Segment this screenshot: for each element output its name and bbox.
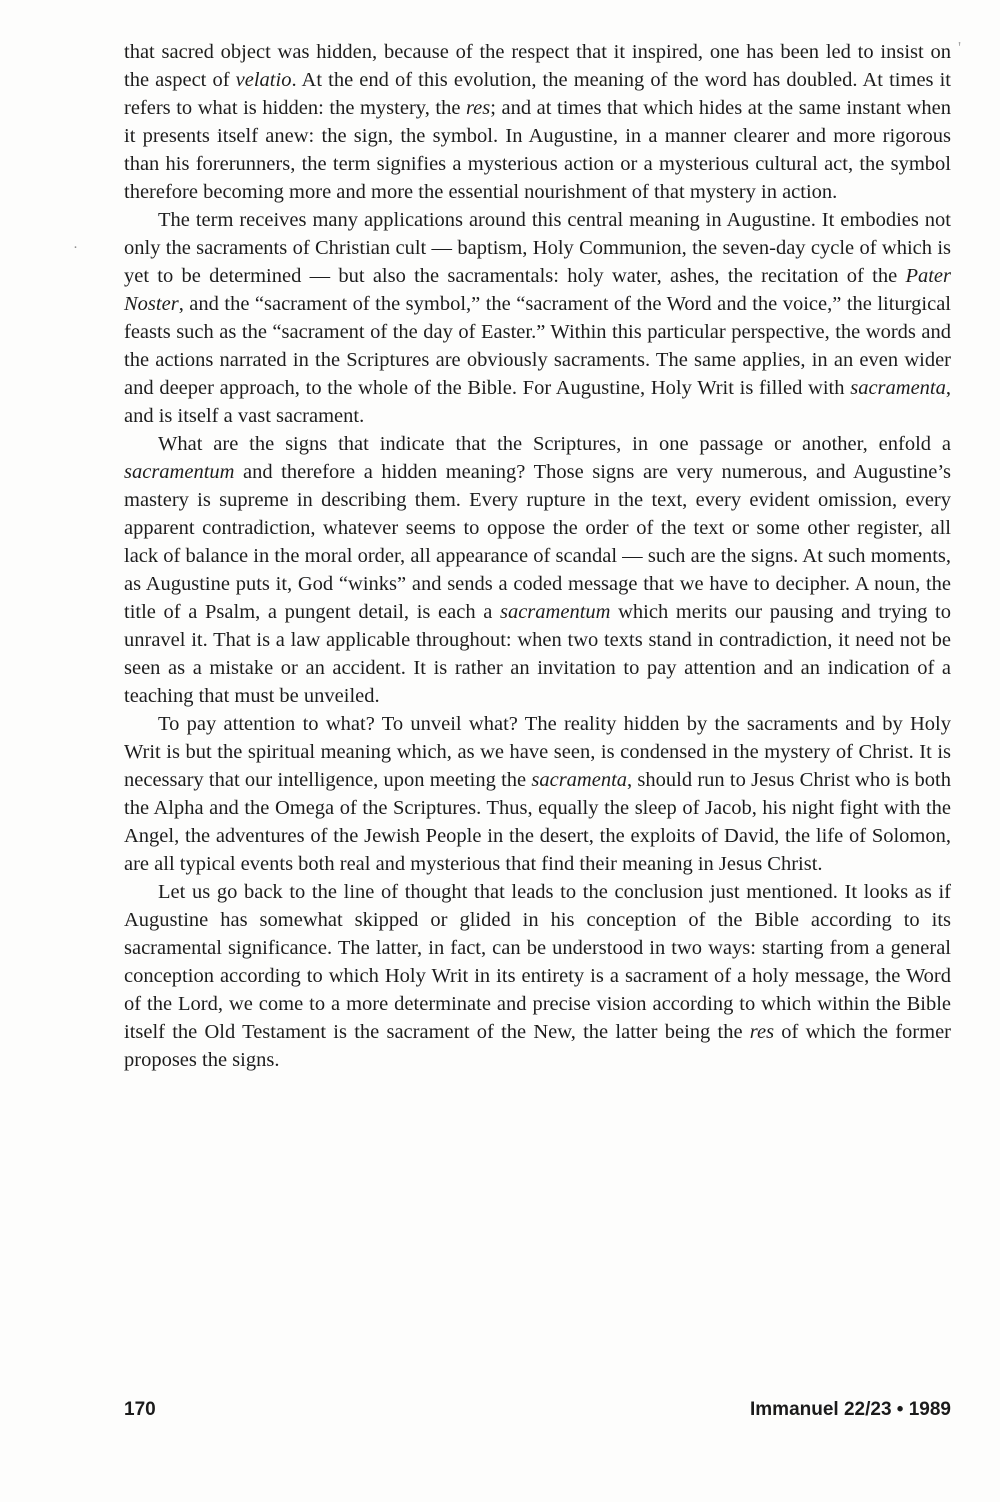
text-run: Let us go back to the line of thought that leads to the conclusion just mentioned. It looks as if Augustine has somewhat skipped or glided in his conception of the Bible according to its sacramental significance. The latter, in fact, can be understood in two ways: starting from a general conception according to which Holy Writ in its entirety is a sacrament of a holy message, the Word of the Lord, we come to a more determinate and precise vision according to which within the Bible itself the Old Testament is the sacrament of the New, the latter being the	[124, 881, 951, 1043]
italic-text-run: sacramenta	[531, 769, 628, 791]
text-run: . At the end of this evolution, the meaning of the word has doubled. At times it refers to what is hidden: the mystery, the	[124, 69, 952, 119]
italic-text-run: sacramentum	[499, 601, 611, 623]
italic-text-run: Pater Noster	[124, 265, 951, 315]
text-run: , and the “sacrament of the symbol,” the “sacrament of the Word and the voice,” the liturgical feasts such as the “sacrament of the day of Easter.” Within this particular perspective, the words and the actions narrated in the Scriptures are obviously sacraments. The same applies, in an even wider and deeper approach, to the whole of the Bible. For Augustine, Holy Writ is filled with	[124, 293, 951, 399]
paragraph	[124, 878, 951, 1074]
paragraph	[124, 430, 951, 710]
paragraph	[124, 38, 951, 206]
text-run: and therefore a hidden meaning? Those signs are very numerous, and Augustine’s mastery is supreme in describing them. Every rupture in the text, every evident omission, every apparent contradiction, whatever seems to oppose the order of the text or some other register, all lack of balance in the moral order, all appearance of scandal — such are the signs. At such moments, as Augustine puts it, God “winks” and sends a coded message that we have to decipher. A noun, the title of a Psalm, a pungent detail, is each a	[124, 461, 951, 623]
journal-citation: Immanuel 22/23 • 1989	[750, 1399, 951, 1420]
text-run: To pay attention to what? To unveil what? The reality hidden by the sacraments and by Holy Writ is but the spiritual meaning which, as we have seen, is condensed in the mystery of Christ. It is necessary that our intelligence, upon meeting the	[124, 713, 951, 791]
article-text-block	[124, 38, 951, 1074]
text-run: ; and at times that which hides at the same instant when it presents itself anew: the sign, the symbol. In Augustine, in a manner clearer and more rigorous than his forerunners, the term signifies a mysterious action or a mysterious cultural act, the symbol therefore becoming more and more the essential nourishment of that mystery in action.	[124, 97, 951, 203]
text-run: of which the former proposes the signs.	[124, 1021, 951, 1071]
text-run: , and is itself a vast sacrament.	[124, 377, 951, 427]
paragraph	[124, 710, 951, 878]
text-run: that sacred object was hidden, because of the respect that it inspired, one has been led to insist on the aspect of	[124, 41, 951, 91]
text-run: , should run to Jesus Christ who is both the Alpha and the Omega of the Scriptures. Thus, equally the sleep of Jacob, his night fight with the Angel, the adventures of the Jewish People in the desert, the exploits of David, the life of Solomon, are all typical events both real and mysterious that find their meaning in Jesus Christ.	[124, 769, 951, 875]
italic-text-run: velatio	[235, 69, 292, 91]
page-footer	[124, 1399, 951, 1421]
text-run: which merits our pausing and trying to unravel it. That is a law applicable throughout: when two texts stand in contradiction, it need not be seen as a mistake or an accident. It is rather an invitation to pay attention and an indication of a teaching that must be unveiled.	[124, 601, 951, 707]
text-run: What are the signs that indicate that the Scriptures, in one passage or another, enfold a	[158, 433, 951, 455]
page-number: 170	[124, 1399, 156, 1420]
italic-text-run: res	[465, 97, 491, 119]
text-run: The term receives many applications around this central meaning in Augustine. It embodies not only the sacraments of Christian cult — baptism, Holy Communion, the seven-day cycle of which is yet to be determined — but also the sacramentals: holy water, ashes, the recitation of the	[124, 209, 951, 287]
italic-text-run: sacramenta	[850, 377, 946, 399]
italic-text-run: sacramentum	[124, 461, 235, 483]
scan-artifact-margin-dot: ·	[73, 240, 78, 256]
italic-text-run: res	[749, 1021, 775, 1043]
paragraph	[124, 206, 951, 430]
scan-artifact-corner-tick: '	[958, 38, 962, 57]
